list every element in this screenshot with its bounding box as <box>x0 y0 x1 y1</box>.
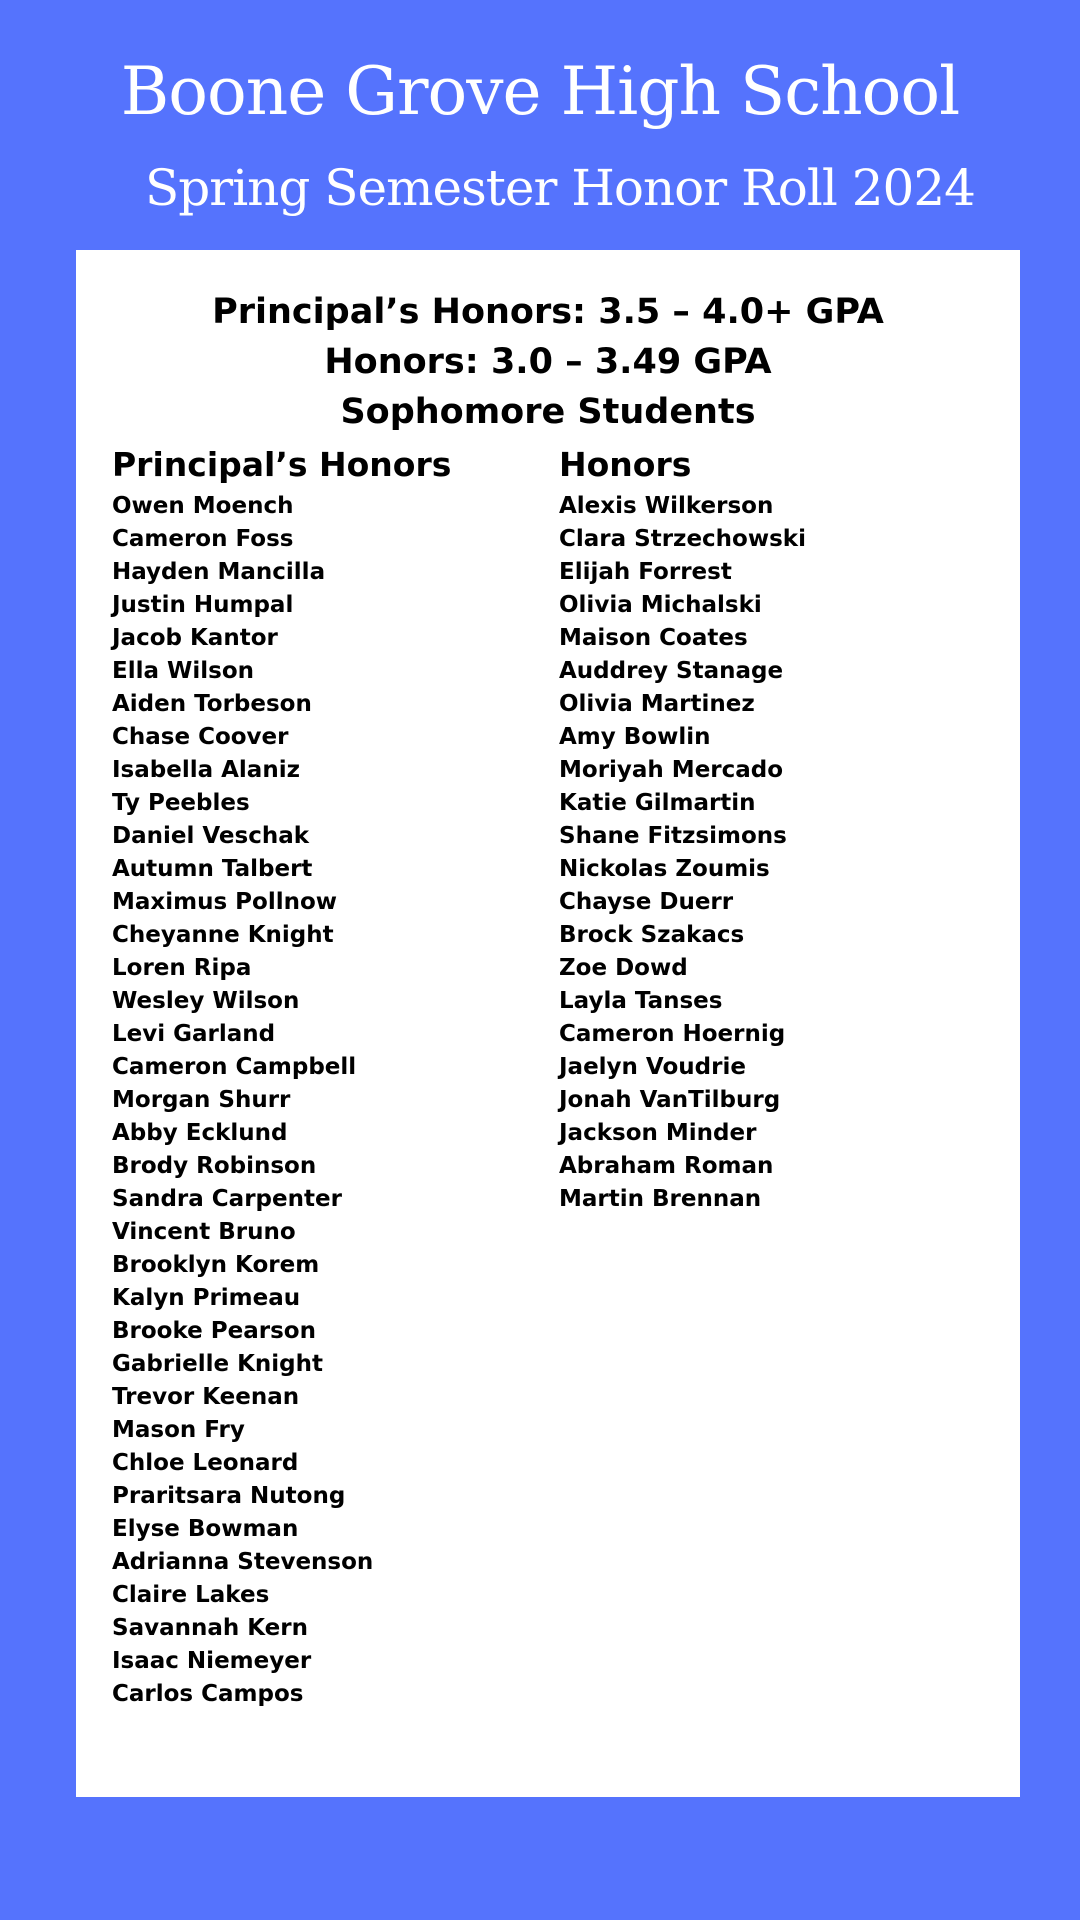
list-item: Jacob Kantor <box>112 625 278 651</box>
list-item: Adrianna Stevenson <box>112 1549 374 1575</box>
list-item: Shane Fitzsimons <box>559 823 787 849</box>
list-item: Mason Fry <box>112 1417 245 1443</box>
list-item: Auddrey Stanage <box>559 658 784 684</box>
list-item: Jaelyn Voudrie <box>559 1054 746 1080</box>
list-item: Maximus Pollnow <box>112 889 338 915</box>
list-item: Maison Coates <box>559 625 748 651</box>
list-item: Brody Robinson <box>112 1153 317 1179</box>
list-item: Jonah VanTilburg <box>559 1087 781 1113</box>
list-item: Cameron Foss <box>112 526 294 552</box>
list-item: Gabrielle Knight <box>112 1351 323 1377</box>
list-item: Daniel Veschak <box>112 823 310 849</box>
list-item: Olivia Martinez <box>559 691 755 717</box>
grade-level-heading: Sophomore Students <box>340 392 756 432</box>
honors-title: Honors <box>559 445 692 484</box>
list-item: Aiden Torbeson <box>112 691 312 717</box>
list-item: Brooklyn Korem <box>112 1252 320 1278</box>
list-item: Brooke Pearson <box>112 1318 316 1344</box>
list-item: Justin Humpal <box>112 592 294 618</box>
list-item: Cameron Campbell <box>112 1054 357 1080</box>
list-item: Hayden Mancilla <box>112 559 326 585</box>
school-title: Boone Grove High School <box>120 53 960 130</box>
list-item: Clara Strzechowski <box>559 526 806 552</box>
list-item: Nickolas Zoumis <box>559 856 770 882</box>
list-item: Jackson Minder <box>559 1120 757 1146</box>
list-item: Elijah Forrest <box>559 559 732 585</box>
list-item: Amy Bowlin <box>559 724 711 750</box>
principals-honors-list <box>112 490 451 1711</box>
list-item: Claire Lakes <box>112 1582 270 1608</box>
list-item: Alexis Wilkerson <box>559 493 774 519</box>
list-item: Olivia Michalski <box>559 592 762 618</box>
semester-title: Spring Semester Honor Roll 2024 <box>145 159 975 217</box>
honors-column <box>559 440 806 1216</box>
honors-criteria: Honors: 3.0 – 3.49 GPA <box>324 342 772 382</box>
list-item: Autumn Talbert <box>112 856 313 882</box>
list-item: Trevor Keenan <box>112 1384 300 1410</box>
list-item: Chloe Leonard <box>112 1450 299 1476</box>
list-item: Morgan Shurr <box>112 1087 291 1113</box>
list-item: Moriyah Mercado <box>559 757 784 783</box>
list-item: Abraham Roman <box>559 1153 774 1179</box>
honors-list <box>559 490 806 1216</box>
list-item: Wesley Wilson <box>112 988 300 1014</box>
list-item: Zoe Dowd <box>559 955 688 981</box>
list-item: Ella Wilson <box>112 658 255 684</box>
list-item: Chayse Duerr <box>559 889 734 915</box>
list-item: Abby Ecklund <box>112 1120 288 1146</box>
list-item: Cheyanne Knight <box>112 922 334 948</box>
principals-honors-column <box>112 440 451 1711</box>
list-item: Isabella Alaniz <box>112 757 300 783</box>
list-item: Martin Brennan <box>559 1186 762 1212</box>
list-item: Ty Peebles <box>112 790 250 816</box>
list-item: Elyse Bowman <box>112 1516 299 1542</box>
list-item: Layla Tanses <box>559 988 723 1014</box>
list-item: Kalyn Primeau <box>112 1285 301 1311</box>
principals-honors-title: Principal’s Honors <box>112 445 452 484</box>
list-item: Cameron Hoernig <box>559 1021 786 1047</box>
list-item: Praritsara Nutong <box>112 1483 346 1509</box>
list-item: Loren Ripa <box>112 955 252 981</box>
list-item: Carlos Campos <box>112 1681 304 1707</box>
list-item: Isaac Niemeyer <box>112 1648 312 1674</box>
list-item: Chase Coover <box>112 724 289 750</box>
honor-roll-card <box>76 250 1020 1797</box>
list-item: Brock Szakacs <box>559 922 745 948</box>
list-item: Sandra Carpenter <box>112 1186 342 1212</box>
list-item: Savannah Kern <box>112 1615 308 1641</box>
list-item: Levi Garland <box>112 1021 276 1047</box>
list-item: Katie Gilmartin <box>559 790 756 816</box>
list-item: Owen Moench <box>112 493 294 519</box>
principals-honors-criteria: Principal’s Honors: 3.5 – 4.0+ GPA <box>212 292 884 332</box>
list-item: Vincent Bruno <box>112 1219 296 1245</box>
